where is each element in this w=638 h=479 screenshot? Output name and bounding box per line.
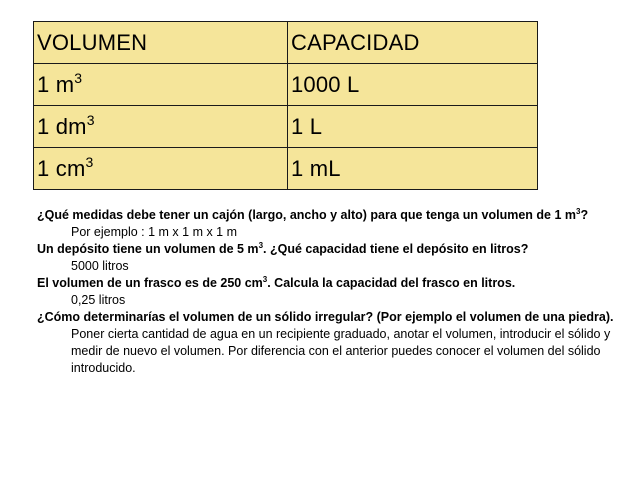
question-text: . Calcula la capacidad del frasco en litros.: [267, 276, 516, 290]
question-4: [37, 309, 627, 326]
volume-value: 1 dm: [37, 113, 87, 139]
header-volumen: VOLUMEN: [34, 22, 288, 64]
capacity-cell: 1 L: [288, 106, 538, 148]
volume-cell: [34, 148, 288, 190]
question-text: ¿Qué medidas debe tener un cajón (largo, ancho y alto) para que tenga un volumen de 1 m: [37, 208, 576, 222]
answer-3: 0,25 litros: [71, 293, 126, 307]
exponent: 3: [258, 241, 264, 250]
exponent: 3: [576, 207, 581, 216]
question-text: ¿Cómo determinarías el volumen de un sólido irregular? (Por ejemplo el volumen de una piedra).: [37, 310, 614, 324]
question-text: . ¿Qué capacidad tiene el depósito en litros?: [263, 242, 529, 256]
capacity-cell: 1 mL: [288, 148, 538, 190]
questions-list: [37, 207, 627, 377]
exponent: 3: [85, 153, 94, 170]
table-row: [34, 64, 538, 106]
answer-4: Poner cierta cantidad de agua en un recipiente graduado, anotar el volumen, introducir el sólido y medir de nuevo el volumen. Por diferencia con el anterior puedes conocer el volumen del sólido introducido.: [71, 327, 611, 375]
volume-cell: [34, 64, 288, 106]
table-row: [34, 106, 538, 148]
volume-value: 1 cm: [37, 155, 86, 181]
question-text: ?: [580, 208, 589, 222]
question-text: Un depósito tiene un volumen de 5 m: [37, 242, 259, 256]
header-capacidad: CAPACIDAD: [288, 22, 538, 64]
exponent: 3: [86, 111, 95, 128]
capacity-cell: 1000 L: [288, 64, 538, 106]
answer-2: 5000 litros: [71, 259, 129, 273]
volume-value: 1 m: [37, 71, 75, 97]
answer-1: Por ejemplo : 1 m x 1 m x 1 m: [71, 225, 238, 239]
volume-capacity-table: [33, 21, 538, 190]
table-header-row: [34, 22, 538, 64]
exponent: 3: [74, 69, 83, 86]
question-text: El volumen de un frasco es de 250 cm: [37, 276, 263, 290]
exponent: 3: [262, 275, 268, 284]
question-2: [37, 241, 627, 258]
volume-cell: [34, 106, 288, 148]
question-1: [37, 207, 627, 224]
table-row: [34, 148, 538, 190]
question-3: [37, 275, 627, 292]
